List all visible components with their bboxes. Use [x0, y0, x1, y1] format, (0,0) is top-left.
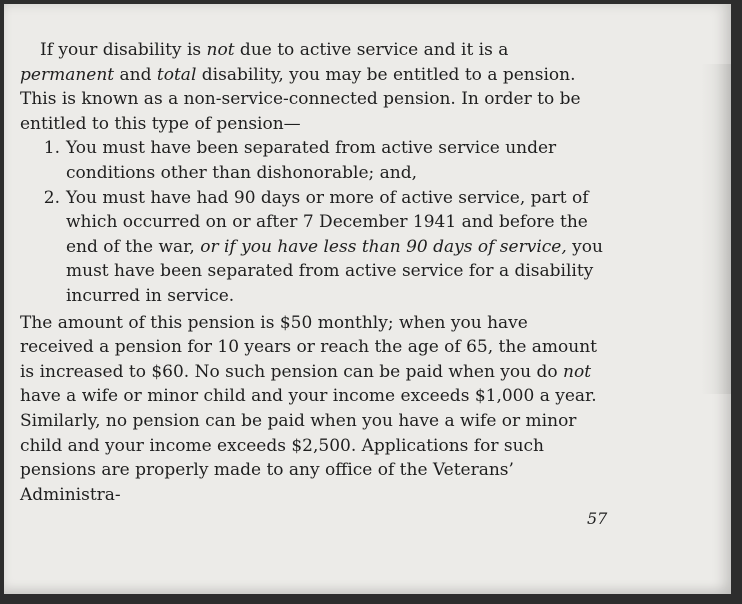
list-item	[20, 186, 606, 309]
paragraph-pension-amount	[20, 311, 606, 508]
list-item-text: You must have been separated from active service under conditions other than dishonorable; and,	[66, 138, 557, 183]
paragraph-non-service-pension	[20, 38, 606, 136]
emphasis-total: total	[156, 64, 197, 85]
list-item	[20, 136, 606, 185]
document-page	[4, 4, 731, 594]
emphasis-permanent: permanent	[20, 64, 115, 85]
paragraph1-part-c: due to active service and it is a	[234, 40, 509, 60]
emphasis-not: not	[206, 40, 235, 60]
paragraph1-part-a: If your disability is	[40, 40, 207, 60]
paragraph2-part-c: have a wife or minor child and your income exceeds $1,000 a year. Similarly, no pension can be paid when you have a wife or minor child and your income exceeds $2,500. Applications for such pensions are properly made to any office of the Veterans’ Administra-	[20, 386, 597, 505]
paragraph2-part-a: The amount of this pension is $50 monthly; when you have received a pension for 10 years or reach the age of 65, the amount is increased to $60. No such pension can be paid when you do	[20, 312, 598, 382]
list-item-text	[66, 186, 606, 309]
list-item2-part-c: you must have been separated from active service for a disability incurred in service.	[66, 236, 603, 306]
emphasis-not-2: not	[563, 361, 592, 382]
list-item-number: 2.	[43, 187, 60, 208]
paragraph1-part-g: disability, you may be entitled to a pension. This is known as a non-service-connected pension. In order to be entitled to this type of pension—	[20, 64, 581, 134]
list-item-number: 1.	[43, 138, 60, 159]
list-item2-emphasis: or if you have less than 90 days of service,	[200, 236, 567, 257]
list-item2-part-a: You must have had 90 days or more of active service, part of which occurred on or after 7 December 1941 and before the end of the war,	[66, 187, 589, 257]
requirements-list	[20, 136, 606, 308]
page-number: 57	[587, 509, 608, 528]
body-text	[20, 38, 606, 507]
show-through-shadow	[701, 64, 731, 394]
paragraph1-part-e: and	[114, 64, 157, 85]
